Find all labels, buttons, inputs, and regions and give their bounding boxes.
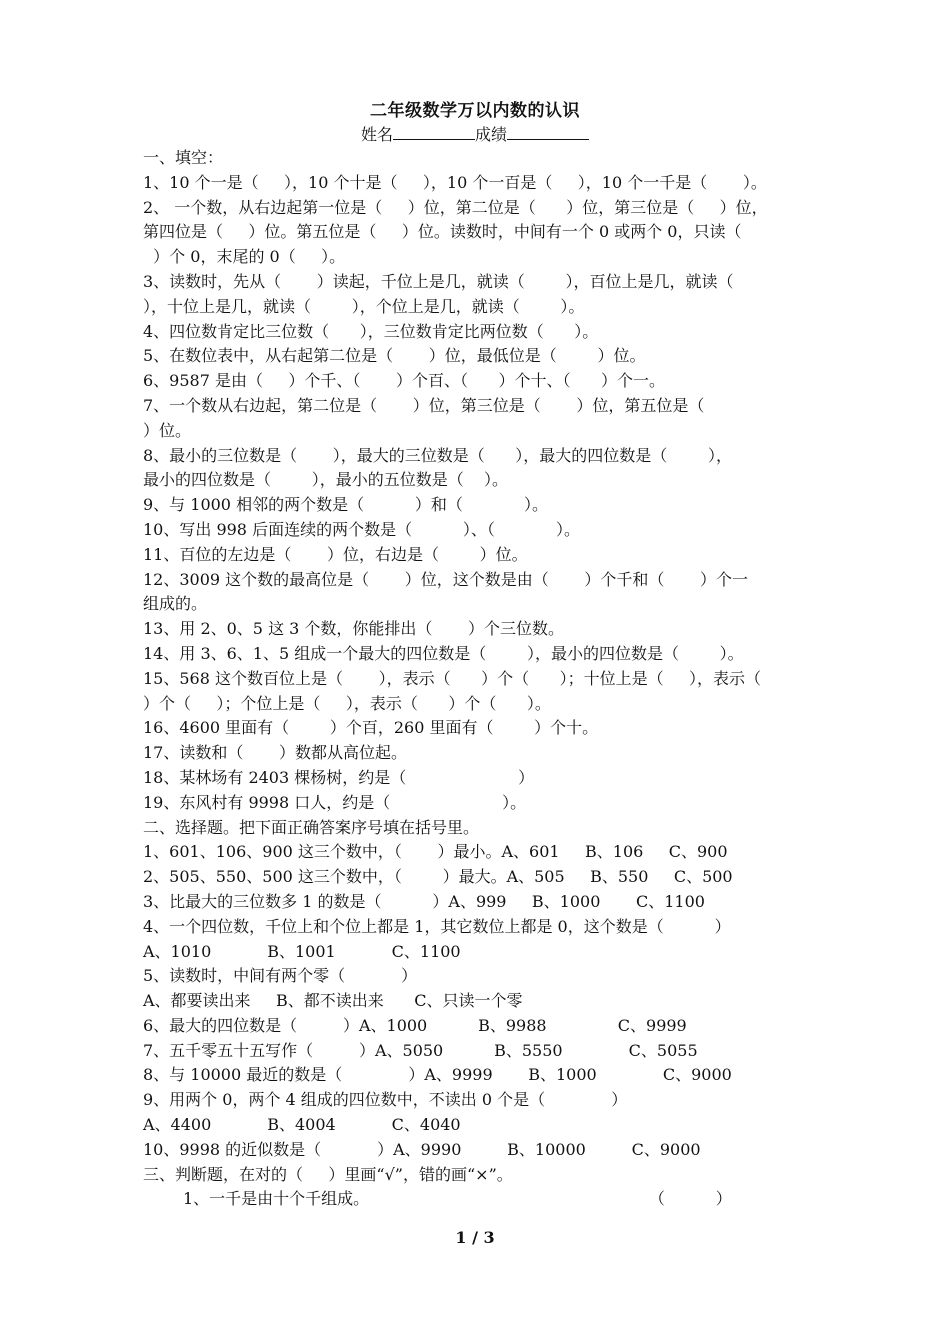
text-line: 8、与 10000 最近的数是（ ）A、9999 B、1000 C、9000 <box>143 1065 732 1085</box>
text-line: 6、9587 是由（ ）个千、（ ）个百、（ ）个十、（ ）个一。 <box>143 371 666 391</box>
text-line: 8、最小的三位数是（ ），最大的三位数是（ ），最大的四位数是（ ）， <box>143 445 732 465</box>
text-line: 1、一千是由十个千组成。 （ ） <box>183 1189 732 1209</box>
text-line: 16、4600 里面有（ ）个百，260 里面有（ ）个十。 <box>143 718 599 738</box>
text-line: ）位。 <box>143 420 192 440</box>
text-line: 2、 一个数，从右边起第一位是（ ）位，第二位是（ ）位，第三位是（ ）位， <box>143 197 768 217</box>
text-line: 3、读数时，先从（ ）读起，千位上是几，就读（ ），百位上是几，就读（ <box>143 271 734 291</box>
text-line: 12、3009 这个数的最高位是（ ）位，这个数是由（ ）个千和（ ）个一 <box>143 569 748 589</box>
text-line: 第四位是（ ）位。第五位是（ ）位。读数时，中间有一个 0 或两个 0，只读（ <box>143 222 742 242</box>
text-line: A、4400 B、4004 C、4040 <box>143 1115 461 1135</box>
text-line: 3、比最大的三位数多 1 的数是（ ）A、999 B、1000 C、1100 <box>143 891 705 911</box>
worksheet-body <box>143 146 813 1212</box>
text-line: A、1010 B、1001 C、1100 <box>143 941 461 961</box>
text-line: 10、9998 的近似数是（ ）A、9990 B、10000 C、9000 <box>143 1139 701 1159</box>
text-line: 13、用 2、0、5 这 3 个数，你能排出（ ）个三位数。 <box>143 619 565 639</box>
text-line: 17、读数和（ ）数都从高位起。 <box>143 743 407 763</box>
text-line: 18、某林场有 2403 棵杨树，约是（ ） <box>143 767 535 787</box>
score-blank[interactable] <box>507 125 589 140</box>
text-line: ）个（ ）；个位上是（ ），表示（ ）个（ ）。 <box>143 693 551 713</box>
text-line: 19、东风村有 9998 口人，约是（ ）。 <box>143 792 527 812</box>
text-line: ）个 0，末尾的 0（ ）。 <box>143 247 346 267</box>
text-line: 最小的四位数是（ ），最小的五位数是（ ）。 <box>143 470 509 490</box>
text-line: ），十位上是几，就读（ ），个位上是几，就读（ ）。 <box>143 296 585 316</box>
text-line: 1、601、106、900 这三个数中，（ ）最小。A、601 B、106 C、900 <box>143 842 728 862</box>
text-line: A、都要读出来 B、都不读出来 C、只读一个零 <box>143 991 523 1011</box>
text-line: 6、最大的四位数是（ ）A、1000 B、9988 C、9999 <box>143 1015 687 1035</box>
page-title: 二年级数学万以内数的认识 <box>370 101 580 121</box>
text-line: 7、一个数从右边起，第二位是（ ）位，第三位是（ ）位，第五位是（ <box>143 395 705 415</box>
page-indicator: 1 / 3 <box>455 1228 495 1247</box>
name-label: 姓名 <box>360 125 393 144</box>
text-line: 11、百位的左边是（ ）位，右边是（ ）位。 <box>143 544 528 564</box>
text-line: 15、568 这个数百位上是（ ），表示（ ）个（ ）；十位上是（ ），表示（ <box>143 668 762 688</box>
text-line: 三、判断题，在对的（ ）里画“√”，错的画“×”。 <box>143 1164 513 1184</box>
text-line: 10、写出 998 后面连续的两个数是（ ）、（ ）。 <box>143 519 580 539</box>
text-line: 4、一个四位数，千位上和个位上都是 1，其它数位上都是 0，这个数是（ ） <box>143 916 731 936</box>
text-line: 2、505、550、500 这三个数中，（ ）最大。A、505 B、550 C、500 <box>143 867 733 887</box>
name-score-line <box>0 122 950 145</box>
text-line: 组成的。 <box>143 594 208 614</box>
text-line: 一、填空： <box>143 148 224 167</box>
text-line: 二、选择题。把下面正确答案序号填在括号里。 <box>143 817 480 837</box>
text-line: 7、五千零五十五写作（ ）A、5050 B、5550 C、5055 <box>143 1040 698 1060</box>
text-line: 4、四位数肯定比三位数（ ），三位数肯定比两位数（ ）。 <box>143 321 599 341</box>
text-line: 5、在数位表中，从右起第二位是（ ）位，最低位是（ ）位。 <box>143 346 646 366</box>
score-label: 成绩 <box>475 125 508 144</box>
text-line: 5、读数时，中间有两个零（ ） <box>143 966 418 986</box>
text-line: 1、10 个一是（ ），10 个十是（ ），10 个一百是（ ），10 个一千是（ ）。 <box>143 172 767 192</box>
text-line: 9、与 1000 相邻的两个数是（ ）和（ ）。 <box>143 495 548 515</box>
text-line: 14、用 3、6、1、5 组成一个最大的四位数是（ ），最小的四位数是（ ）。 <box>143 643 744 663</box>
text-line: 9、用两个 0，两个 4 组成的四位数中，不读出 0 个是（ ） <box>143 1090 628 1110</box>
name-blank[interactable] <box>393 125 475 140</box>
